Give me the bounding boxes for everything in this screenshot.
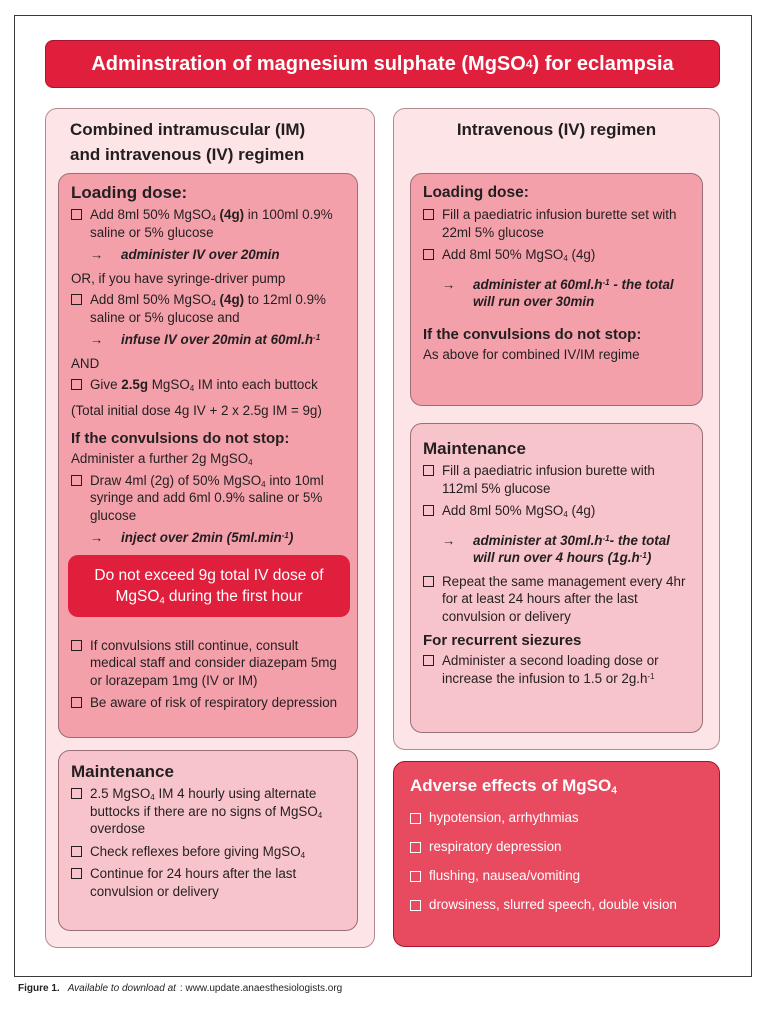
instruction-text: ) [288,530,294,545]
checkbox-icon [71,868,82,879]
arrow-icon: → [442,532,456,548]
subscript: 4 [300,850,306,860]
line-text: Administer a further 2g MgSO [71,451,249,466]
item-text: overdose [90,821,146,836]
maintenance-title: Maintenance [71,762,174,781]
title-text: Adverse effects of MgSO [410,776,612,795]
list-item [71,785,345,838]
page-title: Adminstration of magnesium sulphate (MgSO 4 ) for eclampsia [45,40,720,88]
item-text: to 12ml 0.9% saline or 5% glucose and [90,292,326,325]
list-item [71,472,345,525]
bold-dose: 2.5g [121,377,149,392]
arrow-icon: → [90,332,104,347]
max-dose-warning [68,555,350,617]
list-item [423,246,690,264]
adverse-effects-box [393,761,720,947]
list-item [71,865,345,900]
checkbox-icon [410,900,421,911]
checkbox-icon [423,249,434,260]
item-text: Administer a second loading dose or increase the infusion to 1.5 or 2g.h [442,653,659,686]
item-text: flushing, nausea/vomiting [429,868,581,883]
or-line: OR, if you have syringe-driver pump [71,270,286,286]
combined-regimen-heading [70,117,305,167]
instruction-text: inject over 2min (5ml.min [121,530,282,545]
adverse-item [410,868,703,883]
instruction-arrow-line [71,529,345,547]
download-label: Available to download at [67,983,176,994]
checkbox-icon [410,871,421,882]
item-text: Draw 4ml (2g) of 50% MgSO [90,472,262,488]
item-text: respiratory depression [429,839,562,854]
instruction-text: administer IV over 20min [121,247,280,262]
item-text: Check reflexes before giving MgSO [90,843,301,859]
instruction-arrow-line [71,246,345,264]
subscript: 4 [159,595,165,606]
convulsions-title: If the convulsions do not stop: [423,325,642,343]
item-text: drowsiness, slurred speech, double vision [429,897,677,912]
subscript: 4 [211,299,216,308]
subscript: 4 [611,785,617,797]
superscript: -1 [639,550,647,560]
superscript: -1 [647,671,655,681]
list-item [423,462,690,497]
subscript: 4 [261,479,266,489]
iv-loading-dose-box [410,173,703,406]
item-text: Add 8ml 50% MgSO [90,292,212,307]
adverse-effects-title [410,776,703,796]
maintenance-title: Maintenance [423,439,526,458]
figure-label: Figure 1. [18,983,60,994]
combined-loading-dose-box [58,173,358,738]
instruction-text: administer at 60ml.h [473,276,603,292]
arrow-icon: → [442,276,456,292]
warning-text-part: Do not exceed 9g total IV dose of MgSO [94,567,324,605]
list-item [71,694,345,712]
checkbox-icon [423,655,434,666]
iv-regimen-heading: Intravenous (IV) regimen [456,120,657,139]
item-text: Fill a paediatric infusion burette set with 22ml 5% glucose [442,207,677,240]
checkbox-icon [71,294,82,305]
iv-maintenance-box [410,423,703,733]
title-text-end: ) for eclampsia [532,52,674,75]
item-text: If convulsions still continue, consult medical staff and consider diazepam 5mg or lorazepam 1mg (IV or IM) [90,637,337,688]
item-text: in 100ml 0.9% saline or 5% glucose [90,207,333,240]
arrow-icon: → [90,247,104,262]
subscript: 4 [150,793,155,802]
recurrent-seizures-title: For recurrent siezures [423,632,582,649]
item-text: Add 8ml 50% MgSO [442,247,564,262]
subscript: 4 [211,214,216,223]
checkbox-icon [423,465,434,476]
heading-line: Combined intramuscular (IM) [70,120,306,139]
warning-text-part: during the first hour [164,588,303,605]
convulsions-note: As above for combined IV/IM regime [423,346,640,362]
checkbox-icon [71,788,82,799]
warning-text [78,565,340,607]
list-item [423,652,690,687]
title-text: Adminstration of magnesium sulphate (MgSO [91,52,526,75]
instruction-text: - the total will run over 4 hours (1g.h [473,532,670,565]
checkbox-icon [423,576,434,587]
superscript: -1 [281,530,289,540]
item-text: Give [90,377,122,392]
subscript: 4 [317,810,323,820]
item-text: Repeat the same management every 4hr for at least 24 hours after the last convulsion or delivery [442,573,686,624]
instruction-text: administer at 30ml.h [473,532,603,548]
checkbox-icon [71,697,82,708]
list-item [71,206,345,241]
instruction-text: ) [646,550,652,565]
list-item [423,573,690,626]
total-dose-line: (Total initial dose 4g IV + 2 x 2.5g IM = 9g) [71,402,322,418]
checkbox-icon [71,640,82,651]
superscript: -1 [313,332,321,342]
item-text: 2.5 MgSO [90,786,151,801]
item-text: Be aware of risk of respiratory depression [90,695,338,710]
subscript: 4 [563,510,568,519]
adverse-item [410,897,703,912]
checkbox-icon [423,505,434,516]
instruction-arrow-line [71,331,345,349]
superscript: -1 [602,533,610,543]
instruction-text: infuse IV over 20min at 60ml.h [121,332,314,347]
checkbox-icon [423,209,434,220]
item-text: IM 4 hourly using alternate buttocks if there are no signs of MgSO [90,786,318,819]
item-text: MgSO [148,377,190,392]
checkbox-icon [71,475,82,486]
list-item [423,206,690,241]
checkbox-icon [71,209,82,220]
item-text: IM into each buttock [194,377,318,392]
adverse-item [410,839,703,854]
bold-dose: (4g) [219,292,245,307]
adverse-item [410,810,703,825]
subscript: 4 [563,254,568,263]
and-line: AND [71,355,100,371]
convulsions-title: If the convulsions do not stop: [71,430,290,447]
instruction-arrow-line [423,276,690,311]
further-dose-line [71,450,345,468]
instruction-text: - the total will run over 30min [473,276,674,309]
checkbox-icon [71,379,82,390]
item-text: hypotension, arrhythmias [429,810,579,825]
loading-dose-title: Loading dose: [423,184,529,201]
item-text: Add 8ml 50% MgSO [90,207,212,222]
item-text: (4g) [567,247,596,262]
download-url: : www.update.anaesthesiologists.org [179,983,343,994]
checkbox-icon [410,842,421,853]
arrow-icon: → [90,530,104,545]
subscript: 4 [248,458,253,467]
item-text: (4g) [567,503,596,518]
combined-maintenance-box [58,750,358,931]
item-text: Add 8ml 50% MgSO [442,503,564,518]
list-item [71,291,345,326]
checkbox-icon [71,846,82,857]
figure-caption [18,983,342,994]
subscript: 4 [189,384,195,393]
list-item [71,843,345,861]
list-item [71,376,345,394]
list-item [423,502,690,520]
superscript: -1 [602,277,610,287]
item-text: Continue for 24 hours after the last convulsion or delivery [90,866,297,899]
item-text: into 10ml syringe and add 6ml 0.9% saline or 5% glucose [90,472,324,523]
list-item [71,637,345,690]
item-text: Fill a paediatric infusion burette with 112ml 5% glucose [442,463,655,496]
bold-dose: (4g) [219,207,245,222]
checkbox-icon [410,813,421,824]
instruction-arrow-line [423,532,690,567]
heading-line: and intravenous (IV) regimen [70,145,305,164]
loading-dose-title: Loading dose: [71,183,188,202]
